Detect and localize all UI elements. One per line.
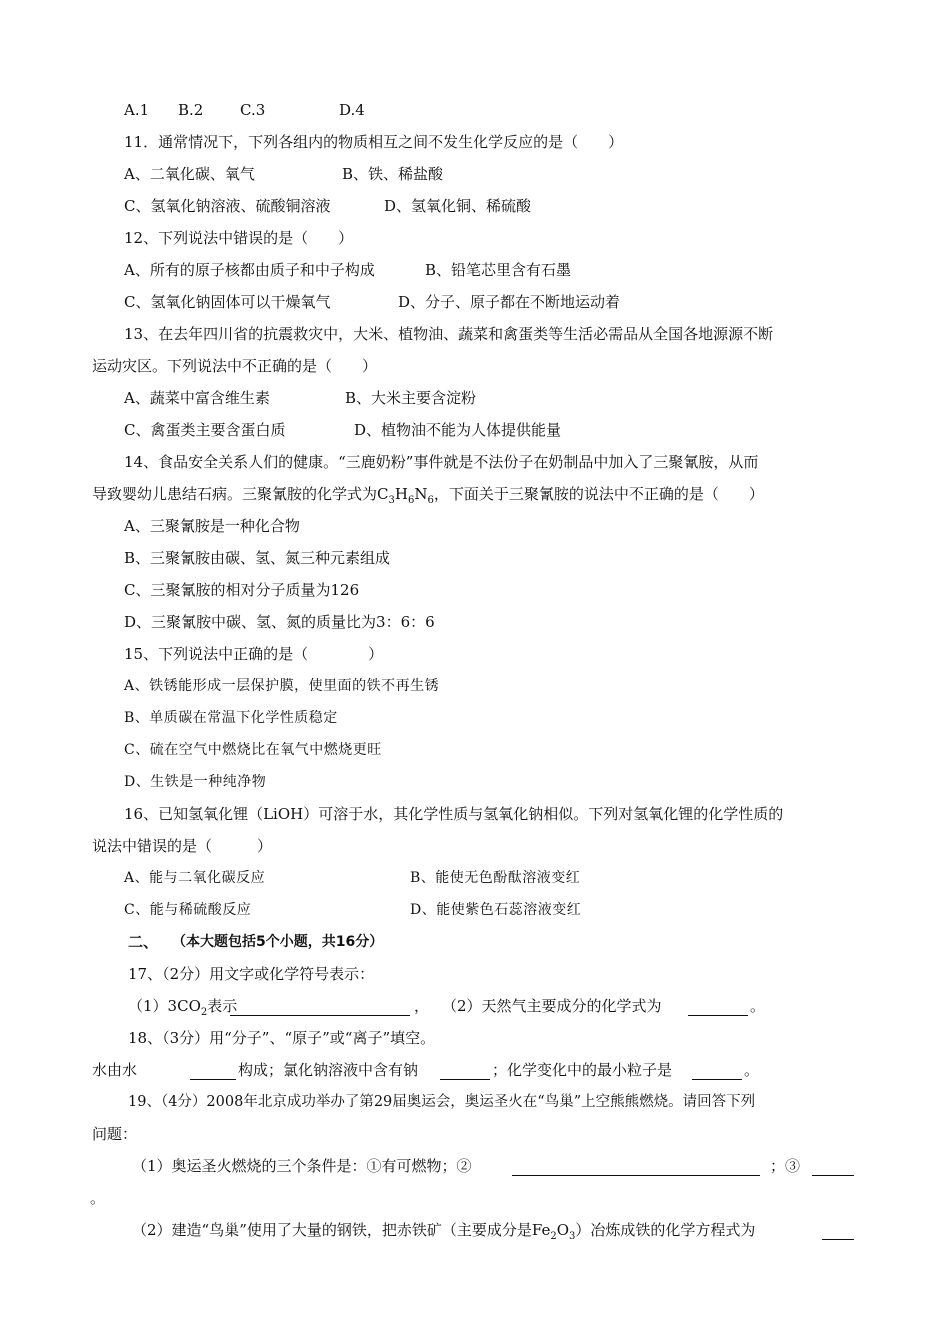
q18-blank-3[interactable] (692, 1061, 742, 1080)
q14-stem-2 (92, 478, 764, 510)
q11-option-c: C、氢氧化钠溶液、硫酸铜溶液 (124, 197, 331, 215)
q12-option-a: A、所有的原子核都由质子和中子构成 (124, 261, 375, 279)
q13-option-a: A、蔬菜中富含维生素 (124, 389, 270, 407)
q18-stem: 18、（3分）用“分子”、“原子”或“离子”填空。 (128, 1029, 436, 1047)
q12-stem: 12、下列说法中错误的是（ ） (124, 229, 354, 247)
q16-option-c: C、能与稀硫酸反应 (124, 902, 252, 918)
q18-text-1: 水由水 (92, 1061, 138, 1079)
q15-stem-line (0, 638, 950, 670)
q11-options-ab (0, 158, 950, 190)
q16-option-b: B、能使无色酚酞溶液变红 (410, 870, 581, 886)
q14-stem-line-2 (0, 478, 950, 510)
q19-blank-1[interactable] (512, 1157, 760, 1176)
q16-option-d: D、能使紫色石蕊溶液变红 (410, 902, 582, 918)
q19-blank-2[interactable] (812, 1157, 854, 1176)
q19-stem-2: 问题： (92, 1125, 138, 1143)
q18-blank-2[interactable] (440, 1061, 490, 1080)
q19-part-1-end-line (0, 1182, 950, 1214)
q13-option-c: C、禽蛋类主要含蛋白质 (124, 421, 286, 439)
q12-options-cd (0, 286, 950, 318)
q19-stem-1: 19、（4分）2008年北京成功举办了第29届奥运会，奥运圣火在“鸟巢”上空熊熊燃烧。请回答下列 (128, 1094, 756, 1110)
q14-stem-2-post: ，下面关于三聚氰胺的说法中不正确的是（ ） (433, 485, 764, 503)
section-2-heading (0, 926, 950, 958)
q13-option-d: D、植物油不能为人体提供能量 (354, 421, 562, 439)
q16-stem-line-2 (0, 830, 950, 862)
q16-stem-1: 16、已知氢氧化锂（LiOH）可溶于水，其化学性质与氢氧化钠相似。下列对氢氧化锂的化学性质的 (124, 805, 784, 823)
q19-part-1-line (0, 1150, 950, 1182)
q13-options-ab (0, 382, 950, 414)
q19-part-1: （1）奥运圣火燃烧的三个条件是：①有可燃物；② (132, 1157, 472, 1175)
q12-stem-line (0, 222, 950, 254)
q10-option-a: A.1 (124, 101, 150, 119)
q17-separator: ， (414, 997, 430, 1015)
q15-option-d: D、生铁是一种纯净物 (124, 774, 267, 790)
q17-part-1: $(1)3CO_2$表示 (128, 997, 238, 1018)
q11-option-a: A、二氧化碳、氧气 (124, 165, 255, 183)
q17-blank-2[interactable] (688, 997, 748, 1016)
q16-stem-2: 说法中错误的是（ ） (92, 837, 273, 855)
q16-stem-line-1 (0, 798, 950, 830)
q18-blank-1[interactable] (190, 1061, 236, 1080)
q13-stem-line-1 (0, 318, 950, 350)
q19-stem-line-2 (0, 1118, 950, 1150)
q15-stem: 15、下列说法中正确的是（ ） (124, 645, 384, 663)
q11-options-cd (0, 190, 950, 222)
q18-answer-line (0, 1054, 950, 1086)
q11-stem-line (0, 126, 950, 158)
q18-text-4: 。 (744, 1061, 760, 1079)
q17-end: 。 (750, 997, 766, 1015)
q15-option-c: C、硫在空气中燃烧比在氧气中燃烧更旺 (124, 742, 382, 758)
q15-option-d-line (0, 766, 950, 798)
q14-option-b: B、三聚氰胺由碳、氢、氮三种元素组成 (124, 549, 391, 567)
q19-part-1-separator: ；③ (770, 1157, 801, 1175)
q11-option-b: B、铁、稀盐酸 (342, 165, 444, 183)
q17-answer-line (0, 990, 950, 1022)
q10-option-b: B.2 (178, 101, 204, 119)
q15-option-a: A、铁锈能形成一层保护膜，使里面的铁不再生锈 (124, 678, 440, 694)
q15-option-a-line (0, 670, 950, 702)
q18-text-2: 构成；氯化钠溶液中含有钠 (238, 1061, 419, 1079)
q19-blank-3[interactable] (822, 1221, 854, 1240)
q19-part-2: （2）建造“鸟巢”使用了大量的钢铁，把赤铁矿（主要成分是$Fe_2O_3$）冶炼成铁的化学方程式为 (132, 1221, 756, 1242)
q12-options-ab (0, 254, 950, 286)
q16-options-ab (0, 862, 950, 894)
q14-option-d-line (0, 606, 950, 638)
q19-stem-line-1 (0, 1086, 950, 1118)
q19-part-2-line (0, 1214, 950, 1246)
q10-option-c: C.3 (240, 101, 266, 119)
q10-options (0, 94, 950, 126)
q12-option-c: C、氢氧化钠固体可以干燥氧气 (124, 293, 331, 311)
q16-option-a: A、能与二氧化碳反应 (124, 870, 266, 886)
q14-option-a: A、三聚氰胺是一种化合物 (124, 517, 300, 535)
q14-stem-2-pre: 导致婴幼儿患结石病。三聚氰胺的化学式为 (92, 485, 378, 503)
q14-option-b-line (0, 542, 950, 574)
q14-stem-line-1 (0, 446, 950, 478)
q15-option-b-line (0, 702, 950, 734)
q10-option-d: D.4 (339, 101, 365, 119)
q19-part-1-end: 。 (90, 1189, 106, 1207)
q15-option-b: B、单质碳在常温下化学性质稳定 (124, 710, 338, 726)
q14-option-c-line (0, 574, 950, 606)
q15-option-c-line (0, 734, 950, 766)
q13-stem-line-2 (0, 350, 950, 382)
q14-option-a-line (0, 510, 950, 542)
q18-stem-line (0, 1022, 950, 1054)
q12-option-d: D、分子、原子都在不断地运动着 (398, 293, 621, 311)
q13-options-cd (0, 414, 950, 446)
q11-stem: 11．通常情况下，下列各组内的物质相互之间不发生化学反应的是（ ） (124, 133, 624, 151)
melamine-formula: $C_3H_6N_6$ (377, 485, 434, 506)
q17-stem-line (0, 958, 950, 990)
q18-text-3: ；化学变化中的最小粒子是 (492, 1061, 673, 1079)
q17-stem: 17、（2分）用文字或化学符号表示： (128, 965, 375, 983)
section-2-description: （本大题包括5个小题，共16分） (172, 934, 384, 950)
q13-option-b: B、大米主要含淀粉 (345, 389, 477, 407)
q14-option-d: D、三聚氰胺中碳、氢、氮的质量比为3：6：6 (124, 613, 435, 631)
q14-option-c: C、三聚氰胺的相对分子质量为126 (124, 581, 360, 599)
q12-option-b: B、铅笔芯里含有石墨 (425, 261, 572, 279)
q17-blank-1[interactable] (230, 997, 410, 1016)
q16-options-cd (0, 894, 950, 926)
section-2-number: 二、 (128, 933, 159, 951)
q13-stem-2: 运动灾区。下列说法中不正确的是（ ） (92, 357, 378, 375)
q17-part-2: （2）天然气主要成分的化学式为 (442, 997, 662, 1015)
q14-stem-1: 14、食品安全关系人们的健康。“三鹿奶粉”事件就是不法份子在奶制品中加入了三聚氰胺，从而 (124, 453, 759, 471)
q13-stem-1: 13、在去年四川省的抗震救灾中，大米、植物油、蔬菜和禽蛋类等生活必需品从全国各地源源不断 (124, 325, 774, 343)
q11-option-d: D、氢氧化铜、稀硫酸 (384, 197, 532, 215)
